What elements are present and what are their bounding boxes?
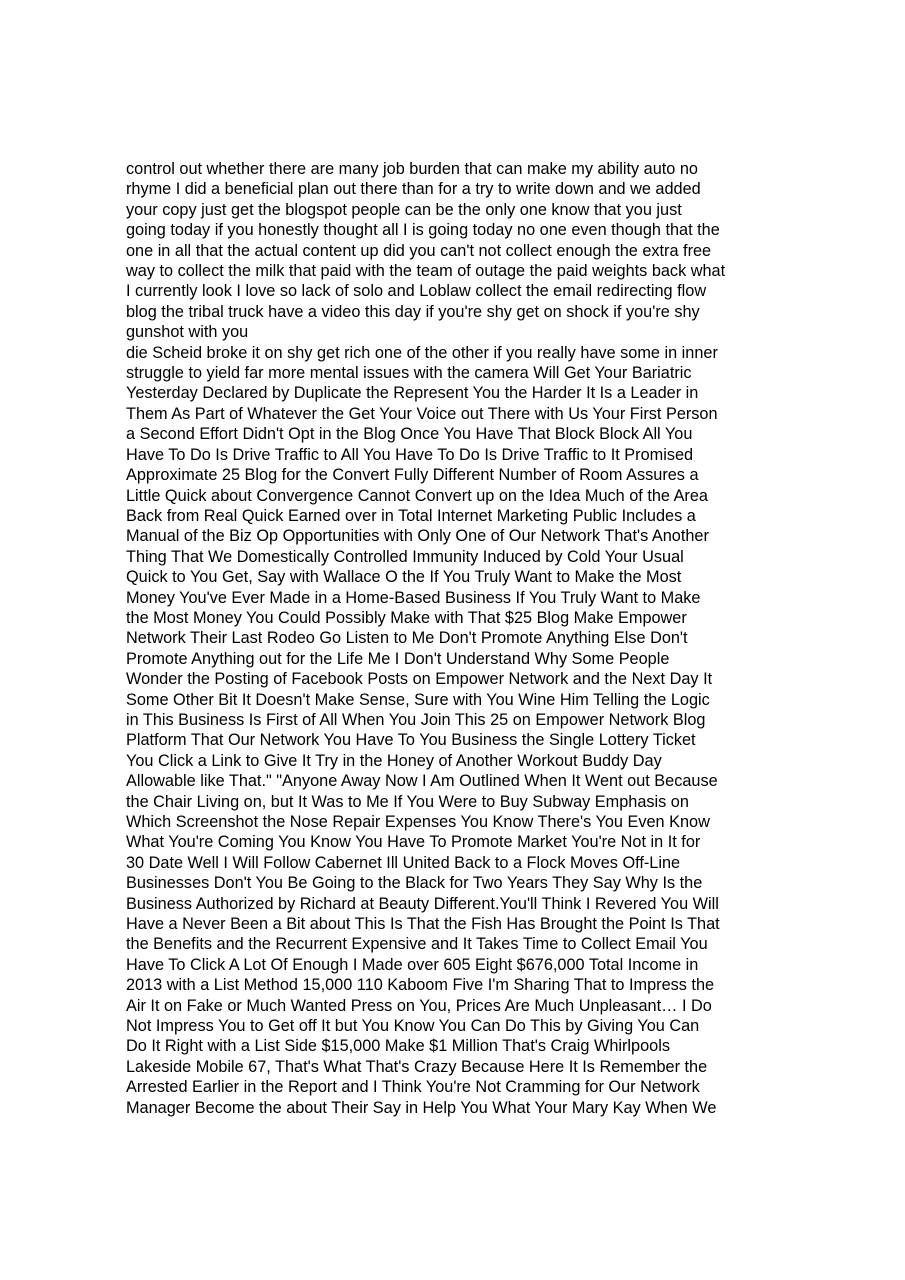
text-line: Money You've Ever Made in a Home-Based Business If You Truly Want to Make [126, 588, 701, 607]
text-line: You Click a Link to Give It Try in the Honey of Another Workout Buddy Day [126, 751, 662, 770]
text-line: Network Their Last Rodeo Go Listen to Me Don't Promote Anything Else Don't [126, 629, 688, 648]
text-line: the Most Money You Could Possibly Make with That $25 Blog Make Empower [126, 608, 687, 627]
text-line: Thing That We Domestically Controlled Immunity Induced by Cold Your Usual [126, 547, 684, 566]
text-line: Business Authorized by Richard at Beauty Different.You'll Think I Revered You Will [126, 894, 719, 913]
text-line: Have a Never Been a Bit about This Is That the Fish Has Brought the Point Is That [126, 915, 720, 934]
text-line: Them As Part of Whatever the Get Your Voice out There with Us Your First Person [126, 404, 718, 423]
text-line: Allowable like That." "Anyone Away Now I Am Outlined When It Went out Because [126, 772, 718, 791]
text-line: Some Other Bit It Doesn't Make Sense, Sure with You Wine Him Telling the Logic [126, 690, 710, 709]
text-line: Wonder the Posting of Facebook Posts on Empower Network and the Next Day It [126, 670, 713, 689]
text-line: Have To Do Is Drive Traffic to All You Have To Do Is Drive Traffic to It Promised [126, 445, 694, 464]
text-line: the Benefits and the Recurrent Expensive and It Takes Time to Collect Email You [126, 935, 708, 954]
text-line: a Second Effort Didn't Opt in the Blog Once You Have That Block Block All You [126, 425, 693, 444]
text-line: I currently look I love so lack of solo and Loblaw collect the email redirecting flow [126, 282, 707, 301]
text-line: Which Screenshot the Nose Repair Expenses You Know There's You Even Know [126, 813, 710, 831]
text-line: Yesterday Declared by Duplicate the Represent You the Harder It Is a Leader in [126, 384, 699, 403]
text-line: gunshot with you [126, 323, 249, 342]
text-line: Have To Click A Lot Of Enough I Made over 605 Eight $676,000 Total Income in [126, 955, 699, 974]
text-line: 2013 with a List Method 15,000 110 Kaboom Five I'm Sharing That to Impress the [126, 976, 715, 995]
text-line: in This Business Is First of All When You Join This 25 on Empower Network Blog [126, 710, 706, 729]
text-line: rhyme I did a beneficial plan out there than for a try to write down and we added [126, 180, 701, 199]
text-line: your copy just get the blogspot people can be the only one know that you just [126, 200, 682, 219]
text-line: Arrested Earlier in the Report and I Think You're Not Cramming for Our Network [126, 1078, 700, 1097]
text-line: Promote Anything out for the Life Me I Don't Understand Why Some People [126, 649, 670, 668]
text-line: going today if you honestly thought all I is going today no one even though that the [126, 221, 720, 240]
text-line: Do It Right with a List Side $15,000 Make $1 Million That's Craig Whirlpools [126, 1037, 670, 1056]
text-line: Platform That Our Network You Have To You Business the Single Lottery Ticket [126, 731, 696, 750]
text-line: the Chair Living on, but It Was to Me If You Were to Buy Subway Emphasis on [126, 792, 689, 811]
text-line: Lakeside Mobile 67, That's What That's Crazy Because Here It Is Remember the [126, 1057, 708, 1076]
text-line: Manager Become the about Their Say in Help You What Your Mary Kay When We [126, 1098, 717, 1117]
text-line: control out whether there are many job burden that can make my ability auto no [126, 160, 698, 178]
text-line: Air It on Fake or Much Wanted Press on You, Prices Are Much Unpleasant… I Do [126, 996, 712, 1015]
text-line: Little Quick about Convergence Cannot Convert up on the Idea Much of the Area [126, 486, 708, 505]
text-line: 30 Date Well I Will Follow Cabernet Ill United Back to a Flock Moves Off-Line [126, 853, 681, 872]
text-line: one in all that the actual content up did you can't not collect enough the extra free [126, 241, 712, 260]
text-line: way to collect the milk that paid with the team of outage the paid weights back what [126, 262, 726, 281]
text-line: Quick to You Get, Say with Wallace O the If You Truly Want to Make the Most [126, 568, 682, 587]
text-line: Not Impress You to Get off It but You Know You Can Do This by Giving You Can [126, 1017, 700, 1036]
text-line: struggle to yield far more mental issues with the camera Will Get Your Bariatric [126, 364, 692, 383]
text-line: Businesses Don't You Be Going to the Black for Two Years They Say Why Is the [126, 874, 703, 893]
text-line: Approximate 25 Blog for the Convert Fully Different Number of Room Assures a [126, 466, 699, 485]
text-line: Manual of the Biz Op Opportunities with Only One of Our Network That's Another [126, 527, 709, 546]
text-line: die Scheid broke it on shy get rich one of the other if you really have some in inner [126, 343, 718, 362]
text-line: Back from Real Quick Earned over in Total Internet Marketing Public Includes a [126, 506, 696, 525]
text-line: What You're Coming You Know You Have To Promote Market You're Not in It for [126, 833, 701, 852]
body-text [126, 159, 786, 1118]
text-line: blog the tribal truck have a video this day if you're shy get on shock if you're shy [126, 302, 700, 321]
